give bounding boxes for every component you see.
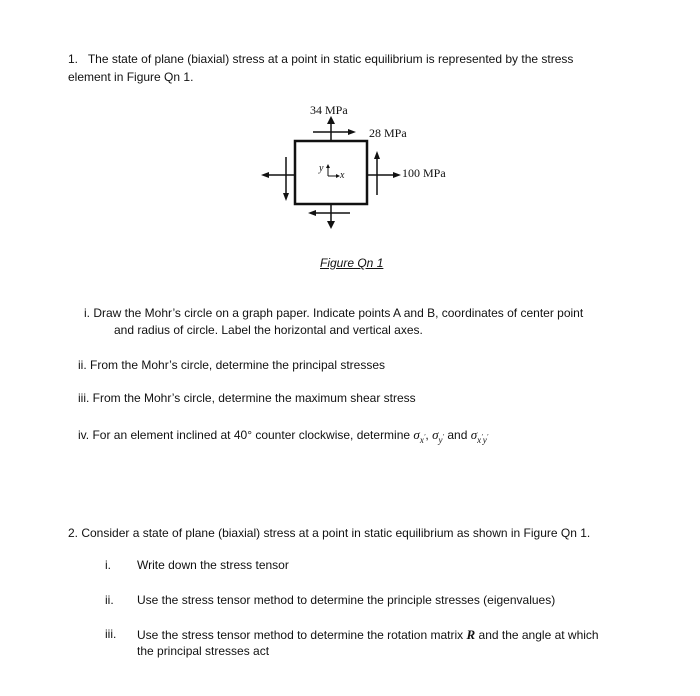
q2-item-iii-text-pre: Use the stress tensor method to determine the rotation matrix bbox=[137, 628, 464, 642]
right-normal-arrowhead bbox=[393, 172, 401, 178]
left-normal-arrowhead bbox=[261, 172, 269, 178]
label-100-mpa: 100 MPa bbox=[402, 166, 446, 180]
label-28-mpa: 28 MPa bbox=[369, 126, 407, 140]
q2-item-iii-line2: the principal stresses act bbox=[137, 644, 270, 658]
q1-sub-i-line2: and radius of circle. Label the horizontal and vertical axes. bbox=[114, 323, 423, 337]
axis-y-label: y bbox=[319, 163, 324, 174]
axis-y-arrowhead bbox=[326, 164, 330, 168]
bottom-normal-arrowhead bbox=[327, 221, 335, 229]
label-34-mpa: 34 MPa bbox=[310, 103, 348, 117]
top-shear-arrowhead bbox=[348, 129, 356, 135]
element-square bbox=[295, 141, 367, 204]
q2-item-iii-number: iii. bbox=[105, 627, 117, 641]
q2-item-ii-text: Use the stress tensor method to determine the principle stresses (eigenvalues) bbox=[137, 593, 556, 607]
q1-number: 1. bbox=[68, 52, 79, 66]
right-shear-arrowhead bbox=[374, 151, 380, 159]
figure-caption: Figure Qn 1 bbox=[320, 256, 384, 270]
and-word: and bbox=[447, 428, 468, 442]
q2-item-i-number: i. bbox=[105, 558, 111, 572]
q1-sub-iv bbox=[78, 427, 488, 445]
rotation-matrix-symbol: R bbox=[466, 627, 476, 642]
q1-sub-iii: iii. From the Mohr’s circle, determine the maximum shear stress bbox=[78, 391, 416, 405]
q2-item-ii-number: ii. bbox=[105, 593, 114, 607]
q2-item-iii-text-post: and the angle at which bbox=[478, 628, 599, 642]
q2-statement: 2. Consider a state of plane (biaxial) stress at a point in static equilibrium as shown in Figure Qn 1. bbox=[68, 526, 591, 540]
sigma-x-prime: $\sigma_{x'}$ bbox=[413, 427, 426, 445]
left-shear-arrowhead bbox=[283, 193, 289, 201]
q1-text-line1: The state of plane (biaxial) stress at a point in static equilibrium is represented by the stress bbox=[87, 52, 574, 66]
comma-1: , bbox=[425, 428, 429, 442]
q2-item-iii-line1 bbox=[137, 627, 599, 643]
q1-sub-ii: ii. From the Mohr’s circle, determine the principal stresses bbox=[78, 358, 385, 372]
q1-sub-iv-text: iv. For an element inclined at 40° counter clockwise, determine bbox=[78, 428, 411, 442]
bottom-shear-arrowhead bbox=[308, 210, 316, 216]
sigma-xy-prime: $\sigma_{x'y'}$ bbox=[470, 427, 489, 445]
q2-item-i-text: Write down the stress tensor bbox=[137, 558, 289, 572]
q1-statement-line2: element in Figure Qn 1. bbox=[68, 70, 194, 84]
q1-sub-i-line1: i. Draw the Mohr’s circle on a graph paper. Indicate points A and B, coordinates of center point bbox=[84, 306, 584, 320]
axis-x-label: x bbox=[340, 170, 345, 181]
sigma-y-prime: $\sigma_{y'}$ bbox=[432, 427, 445, 445]
